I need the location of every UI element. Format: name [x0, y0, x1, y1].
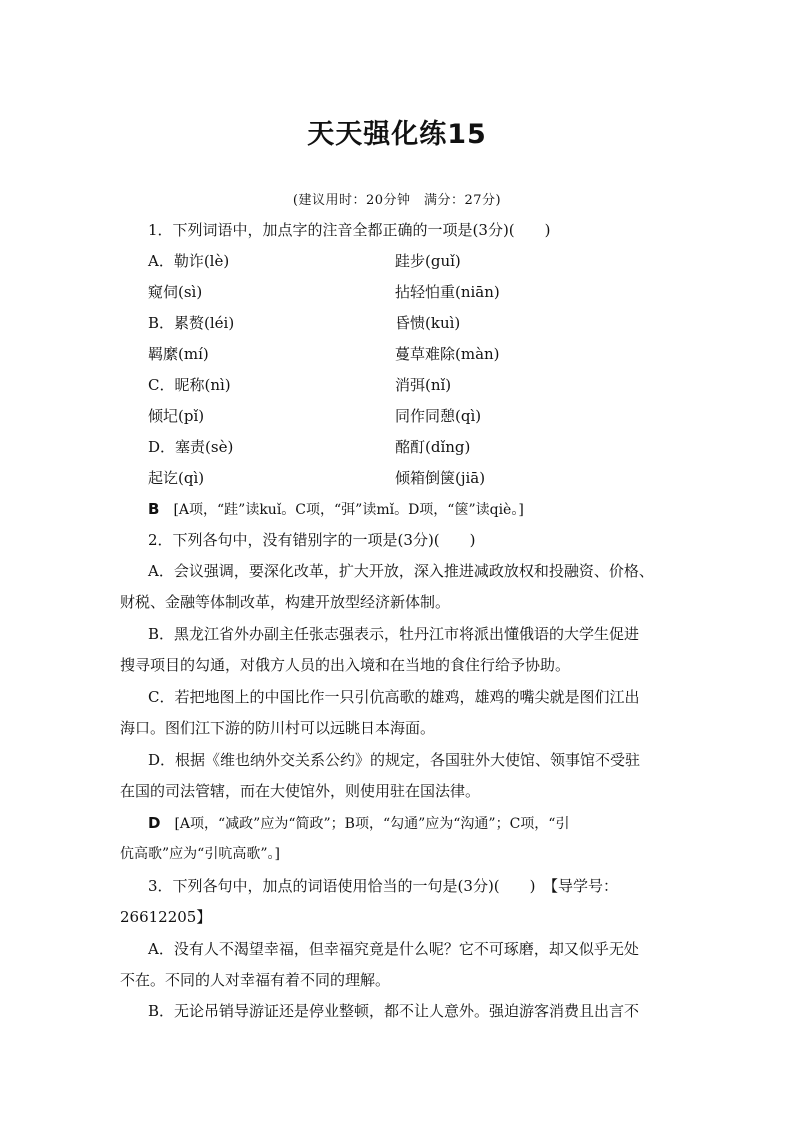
q2-option-b-line-2: 搜寻项目的勾通，对俄方人员的出入境和在当地的食住行给予协助。 — [120, 656, 571, 674]
q1-option-b-left: B．累赘(léi) — [148, 314, 235, 332]
page-title: 天天强化练15 — [307, 119, 487, 150]
q3-option-a-line-1: A．没有人不渴望幸福，但幸福究竟是什么呢？它不可琢磨，却又似乎无处 — [148, 940, 639, 958]
q2-answer — [148, 813, 569, 834]
q2-option-a-line-2: 财税、金融等体制改革，构建开放型经济新体制。 — [120, 593, 451, 611]
q2-option-b-line-1: B．黑龙江省外办副主任张志强表示，牡丹江市将派出懂俄语的大学生促进 — [148, 625, 640, 643]
q1-answer — [148, 499, 524, 520]
q2-option-c-line-1: C．若把地图上的中国比作一只引伉高歌的雄鸡，雄鸡的嘴尖就是图们江出 — [148, 688, 640, 706]
q2-answer-explanation-2: 伉高歌”应为“引吭高歌”。] — [120, 846, 280, 862]
q1-option-d-left: D．塞责(sè) — [148, 438, 234, 456]
q1-answer-letter: B — [148, 500, 160, 518]
q1-option-d-left-2: 起讫(qì) — [148, 469, 205, 487]
q1-option-a-left: A．勒诈(lè) — [148, 252, 230, 270]
q1-option-d-right: 酩酊(dǐng) — [395, 438, 471, 456]
q2-option-d-line-2: 在国的司法管辖，而在大使馆外，则使用驻在国法律。 — [120, 782, 481, 800]
q1-option-b-left-2: 羁縻(mí) — [148, 345, 209, 363]
question-3-stem-2: 26612205】 — [120, 908, 212, 926]
q1-option-b-right: 昏愦(kuì) — [395, 314, 461, 332]
q2-option-c-line-2: 海口。图们江下游的防川村可以远眺日本海面。 — [120, 719, 436, 737]
question-1-stem: 1．下列词语中，加点字的注音全都正确的一项是(3分)( ) — [148, 221, 551, 239]
q2-answer-explanation-1: [A项，“减政”应为“简政”；B项，“勾通”应为“沟通”；C项，“引 — [174, 816, 570, 832]
question-3-stem-1: 3．下列各句中，加点的词语使用恰当的一句是(3分)( ) 【导学号： — [148, 877, 618, 895]
q3-option-a-line-2: 不在。不同的人对幸福有着不同的理解。 — [120, 971, 391, 989]
q1-option-a-left-2: 窥伺(sì) — [148, 283, 203, 301]
q1-option-c-right: 消弭(nǐ) — [395, 376, 452, 394]
q1-answer-explanation: [A项，“跬”读kuǐ。C项，“弭”读mǐ。D项，“箧”读qiè。] — [173, 502, 524, 518]
q1-option-a-right: 跬步(guǐ) — [395, 252, 461, 270]
q1-option-c-left: C．昵称(nì) — [148, 376, 231, 394]
q1-option-d-right-2: 倾箱倒箧(jiā) — [395, 469, 486, 487]
q2-option-a-line-1: A．会议强调，要深化改革，扩大开放，深入推进减政放权和投融资、价格、 — [148, 562, 654, 580]
q1-option-a-right-2: 拈轻怕重(niān) — [395, 283, 500, 301]
q2-option-d-line-1: D．根据《维也纳外交关系公约》的规定，各国驻外大使馆、领事馆不受驻 — [148, 751, 641, 769]
q3-option-b-line-1: B．无论吊销导游证还是停业整顿，都不让人意外。强迫游客消费且出言不 — [148, 1002, 640, 1020]
q1-option-c-left-2: 倾圮(pǐ) — [148, 407, 205, 425]
time-score-note: (建议用时：20分钟 满分：27分) — [292, 193, 502, 208]
q2-answer-letter: D — [148, 814, 161, 832]
q1-option-b-right-2: 蔓草难除(màn) — [395, 345, 500, 363]
q1-option-c-right-2: 同作同憩(qì) — [395, 407, 482, 425]
question-2-stem: 2．下列各句中，没有错别字的一项是(3分)( ) — [148, 531, 476, 549]
